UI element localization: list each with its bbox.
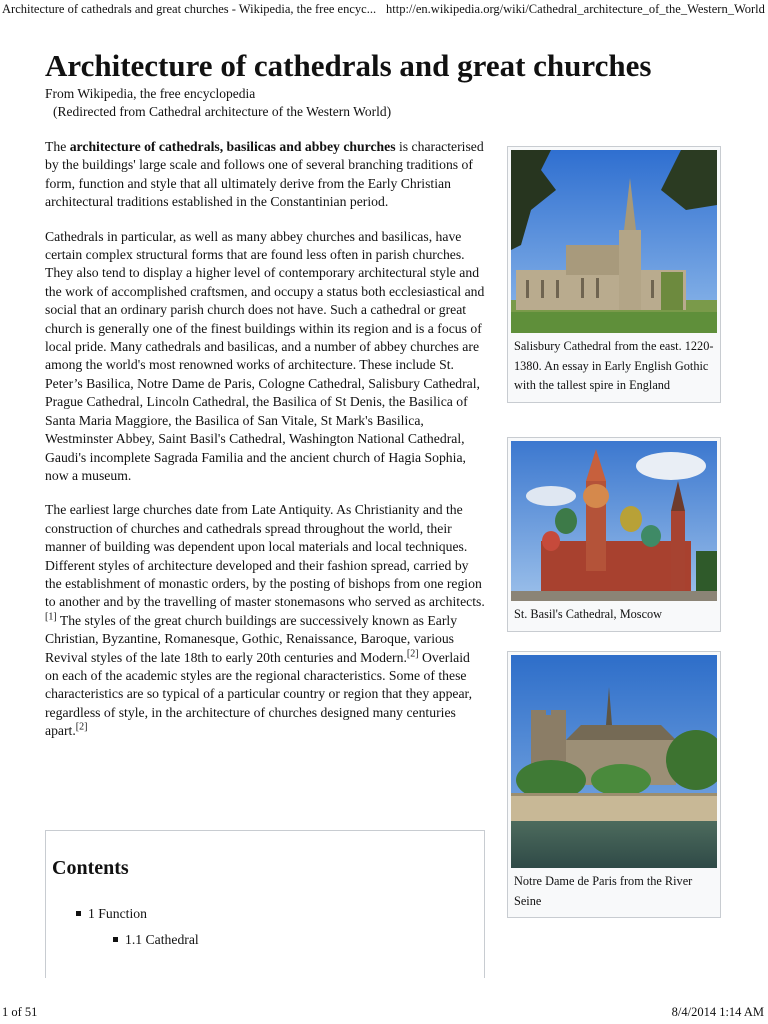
bullet-icon [76, 911, 81, 916]
figure-caption: Salisbury Cathedral from the east. 1220-1380. An essay in Early English Gothic with the tallest spire in England [514, 339, 714, 392]
salisbury-cathedral-illustration [511, 150, 717, 333]
page-subtitle: From Wikipedia, the free encyclopedia [45, 86, 256, 101]
history-part-c: Overlaid on each of the academic styles are the regional characteristics. Some of these characteristics are so typical of a particular country or region that they appear, regardless of style, in the architecture of churches designed many centuries apart. [45, 649, 472, 739]
toc-item-label: 1.1 Cathedral [125, 932, 199, 947]
notre-dame-image[interactable] [511, 655, 717, 868]
print-header [0, 0, 768, 20]
reference-link-3[interactable]: [2] [75, 721, 88, 733]
article-body [45, 138, 485, 757]
intro-lead: The [45, 139, 70, 154]
history-part-b: The styles of the great church buildings are successively known as Early Christian, Byzantine, Romanesque, Gothic, Renaissance, Baroque, various Revival styles of the late 18th to early 20th centuries and Modern. [45, 612, 458, 665]
print-header-url[interactable]: http://en.wikipedia.org/wiki/Cathedral_architecture_of_the_Western_World [386, 2, 765, 16]
figure-caption: Notre Dame de Paris from the River Seine [514, 874, 693, 908]
history-part-a: The earliest large churches date from Late Antiquity. As Christianity and the construction of churches and cathedrals spread throughout the world, their manner of building was dependent upon local materials and local techniques. Different styles of architecture developed and their fashion spread, carried by the establishment of monastic orders, by the posting of bishops from one region to another and by the travelling of master stonemasons who served as architects. [45, 502, 485, 610]
paragraph-cathedrals: Cathedrals in particular, as well as many abbey churches and basilicas, have certain complex structural forms that are found less often in parish churches. They also tend to display a higher level of contemporary architectural style and the work of accomplished craftsmen, and occupy a status both ecclesiastical and social that an ordinary parish church does not have. Such a cathedral or great church is generally one of the finest buildings within its region and is a focus of local pride. Many cathedrals and basilicas, and a number of abbey churches are among the world's most renowned works of architecture. These include St. Peter’s Basilica, Notre Dame de Paris, Cologne Cathedral, Salisbury Cathedral, Prague Cathedral, Lincoln Cathedral, the Basilica of St Denis, the Basilica of Santa Maria Maggiore, the Basilica of San Vitale, St Mark's Basilica, Westminster Abbey, Saint Basil's Cathedral, Washington National Cathedral, Gaudi's incomplete Sagrada Familia and the ancient church of Hagia Sophia, now a museum. [45, 228, 485, 483]
reference-link-1[interactable]: [1] [45, 611, 57, 623]
toc-item-cathedral[interactable] [113, 931, 199, 949]
page-title: Architecture of cathedrals and great churches [45, 48, 652, 83]
paragraph-intro [45, 138, 485, 212]
paragraph-history [45, 501, 485, 740]
salisbury-cathedral-image[interactable] [511, 150, 717, 333]
page-counter: 1 of 51 [2, 1005, 38, 1019]
bullet-icon [113, 937, 118, 942]
toc-item-function[interactable] [76, 905, 147, 923]
intro-rest: is characterised by the buildings' large scale and follows one of several branching traditions of form, function and style that all ultimately derive from the Early Christian architectural traditions established in the Constantinian period. [45, 139, 484, 210]
intro-bold-term: architecture of cathedrals, basilicas and abbey churches [69, 139, 396, 154]
print-footer [0, 1002, 768, 1024]
st-basils-cathedral-image[interactable] [511, 441, 717, 601]
notre-dame-illustration [511, 655, 717, 868]
toc-item-label: 1 Function [88, 906, 147, 921]
figure-notre-dame [507, 651, 721, 918]
figure-salisbury [507, 146, 721, 403]
print-header-title: Architecture of cathedrals and great churches - Wikipedia, the free encyc... [2, 2, 377, 16]
reference-link-2[interactable]: [2] [406, 648, 419, 659]
figure-st-basils [507, 437, 721, 632]
st-basils-cathedral-illustration [511, 441, 717, 601]
figure-caption: St. Basil's Cathedral, Moscow [514, 607, 663, 621]
redirect-notice: (Redirected from Cathedral architecture of the Western World) [53, 104, 392, 119]
toc-title: Contents [52, 857, 129, 879]
table-of-contents [45, 830, 485, 978]
print-date: 8/4/2014 1:14 AM [671, 1005, 764, 1019]
